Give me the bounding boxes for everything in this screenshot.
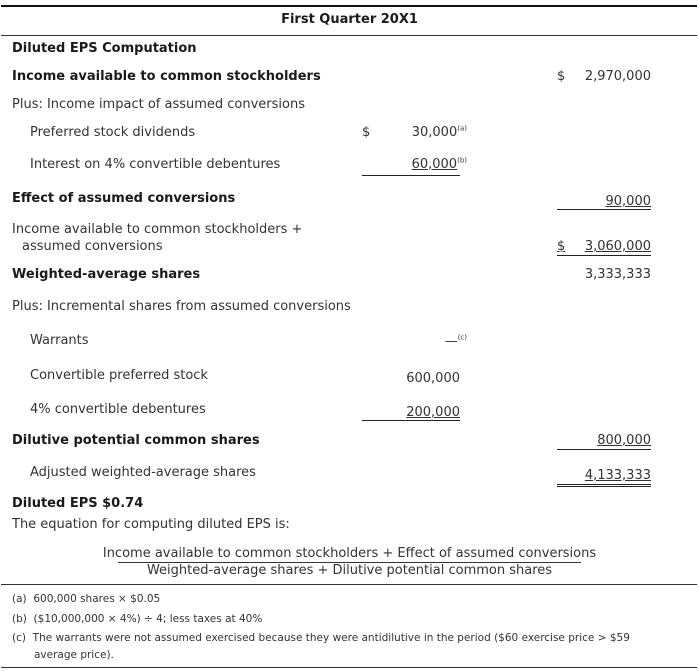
interest-underline [362, 175, 460, 176]
interest-debentures-amount: 60,000 [411, 157, 458, 172]
preferred-dividends-currency: $ [362, 125, 371, 140]
adjusted-weighted-label: Adjusted weighted-average shares [30, 465, 256, 480]
effect-conversions-value: 90,000 [605, 194, 651, 209]
fraction-numerator: Income available to common stockholders + Effect of assumed conversions [102, 546, 597, 561]
convertible-preferred-value: 600,000 [406, 371, 460, 386]
header-rule [1, 35, 697, 36]
equation-intro: The equation for computing diluted EPS is: [12, 517, 290, 532]
footnote-c-text-1: The warrants were not assumed exercised because they were antidilutive in the period ($60 exercise price > $59 [32, 632, 630, 644]
dilutive-potential-label: Dilutive potential common shares [12, 433, 260, 448]
convertible-debentures-underline [362, 420, 460, 421]
preferred-dividends-amount: 30,000 [411, 125, 458, 140]
income-plus-conversions-label-1: Income available to common stockholders + [12, 222, 303, 237]
adjusted-weighted-underline-1 [557, 484, 651, 485]
income-plus-conversions-label-2: assumed conversions [22, 239, 163, 254]
income-plus-conversions-underline [557, 255, 651, 256]
plus-incremental-label: Plus: Incremental shares from assumed conversions [12, 299, 351, 314]
bottom-border [1, 667, 697, 668]
convertible-preferred-label: Convertible preferred stock [30, 368, 208, 383]
footnote-b [12, 612, 262, 627]
warrants-label: Warrants [30, 333, 89, 348]
footnote-c-continued: average price). [34, 649, 114, 661]
footnote-b-text: ($10,000,000 × 4%) ÷ 4; less taxes at 40% [33, 613, 263, 625]
preferred-dividends-value [360, 125, 467, 141]
interest-debentures-value [360, 157, 467, 173]
weighted-average-label: Weighted-average shares [12, 267, 201, 282]
convertible-debentures-value: 200,000 [406, 405, 460, 420]
footnote-ref-a: (a) [457, 124, 467, 133]
footnote-a-mark: (a) [12, 593, 27, 605]
income-plus-conversions-value: 3,060,000 [584, 239, 651, 254]
section-title: Diluted EPS Computation [12, 41, 197, 56]
footnotes-rule [1, 584, 697, 585]
plus-income-impact-label: Plus: Income impact of assumed conversions [12, 97, 306, 112]
effect-conversions-label: Effect of assumed conversions [12, 191, 236, 206]
fraction-denominator: Weighted-average shares + Dilutive potential common shares [146, 563, 553, 578]
preferred-dividends-label: Preferred stock dividends [30, 125, 196, 140]
interest-debentures-label: Interest on 4% convertible debentures [30, 157, 281, 172]
top-border [1, 5, 697, 7]
income-plus-conversions-currency: $ [557, 239, 566, 254]
convertible-debentures-label: 4% convertible debentures [30, 402, 206, 417]
dilutive-potential-underline [557, 449, 651, 450]
period-header: First Quarter 20X1 [281, 12, 418, 27]
dilutive-potential-value: 800,000 [597, 433, 651, 448]
diluted-eps: Diluted EPS $0.74 [12, 496, 144, 511]
footnote-ref-c: (c) [457, 333, 467, 342]
adjusted-weighted-underline-2 [557, 486, 651, 487]
warrants-dash: — [444, 334, 458, 349]
weighted-average-value: 3,333,333 [584, 267, 651, 282]
footnote-c-mark: (c) [12, 632, 26, 644]
warrants-value [400, 334, 467, 350]
effect-conversions-underline [557, 209, 651, 210]
income-available-value: 2,970,000 [584, 69, 651, 84]
footnote-c [12, 631, 630, 646]
income-available-currency: $ [557, 69, 566, 84]
footnote-ref-b: (b) [457, 156, 467, 165]
income-available-label: Income available to common stockholders [12, 69, 321, 84]
adjusted-weighted-value: 4,133,333 [584, 468, 651, 483]
footnote-a-text: 600,000 shares × $0.05 [33, 593, 161, 605]
footnote-b-mark: (b) [12, 613, 27, 625]
footnote-a [12, 592, 160, 607]
